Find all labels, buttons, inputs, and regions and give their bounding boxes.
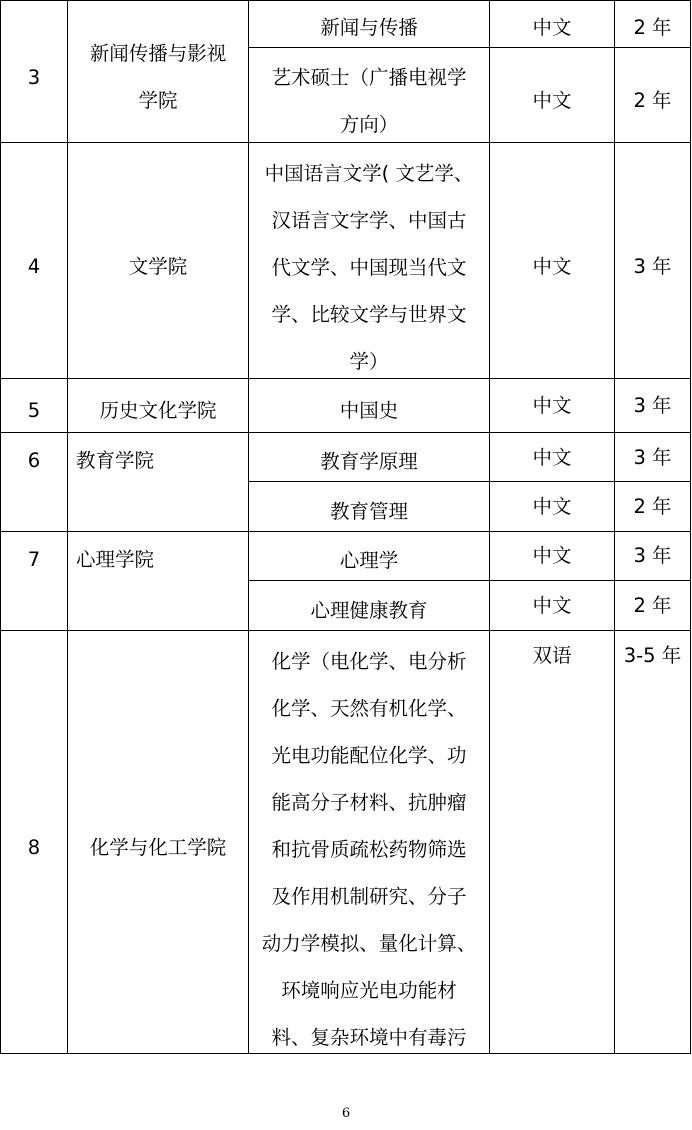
language: 中文 (532, 544, 572, 567)
language: 中文 (532, 446, 572, 469)
language: 中文 (532, 16, 572, 39)
program-name: 心理学 (339, 549, 399, 572)
program-name: 心理健康教育 (310, 599, 428, 622)
language: 中文 (532, 594, 572, 617)
row-number: 5 (27, 399, 41, 422)
duration: 2 年 (633, 16, 672, 39)
college-name: 新闻传播与影视 学院 (89, 42, 227, 112)
column-divider-no (67, 0, 68, 1054)
duration: 3-5 年 (623, 644, 682, 667)
college-name: 教育学院 (76, 449, 155, 472)
language: 双语 (532, 644, 572, 667)
row-number: 3 (27, 66, 41, 89)
duration: 2 年 (633, 594, 672, 617)
duration: 2 年 (633, 89, 672, 112)
program-name: 新闻与传播 (320, 16, 418, 39)
table-border-right (690, 0, 691, 1054)
row-number: 8 (27, 836, 41, 859)
page-number: 6 (341, 1106, 351, 1121)
program-name: 教育学原理 (320, 450, 418, 473)
language: 中文 (532, 255, 572, 278)
program-name: 中国语言文学( 文艺学、 汉语言文字学、中国古 代文学、中国现当代文 学、比较文学与世界文 学） (264, 162, 474, 373)
program-name: 艺术硕士（广播电视学 方向） (271, 66, 467, 136)
college-name: 文学院 (128, 255, 188, 278)
row-number: 6 (27, 449, 41, 472)
row-number: 4 (27, 255, 41, 278)
program-name: 中国史 (339, 399, 399, 422)
language: 中文 (532, 89, 572, 112)
duration: 2 年 (633, 495, 672, 518)
duration: 3 年 (633, 446, 672, 469)
duration: 3 年 (633, 255, 672, 278)
row-number: 7 (27, 548, 41, 571)
language: 中文 (532, 394, 572, 417)
college-name: 化学与化工学院 (89, 836, 227, 859)
college-name: 心理学院 (76, 548, 155, 571)
college-name: 历史文化学院 (99, 399, 217, 422)
table-border-left (0, 0, 1, 1054)
language: 中文 (532, 495, 572, 518)
table-border-top (0, 0, 691, 1)
duration: 3 年 (633, 544, 672, 567)
duration: 3 年 (633, 394, 672, 417)
program-name: 教育管理 (329, 500, 408, 523)
program-name: 化学（电化学、电分析 化学、天然有机化学、 光电功能配位化学、功 能高分子材料、抗肿瘤 和抗骨质疏松药物筛选 及作用机制研究、分子 动力学模拟、量化计算、 环境响应光电功能材 料、复杂环境中有毒污 (261, 650, 477, 1049)
